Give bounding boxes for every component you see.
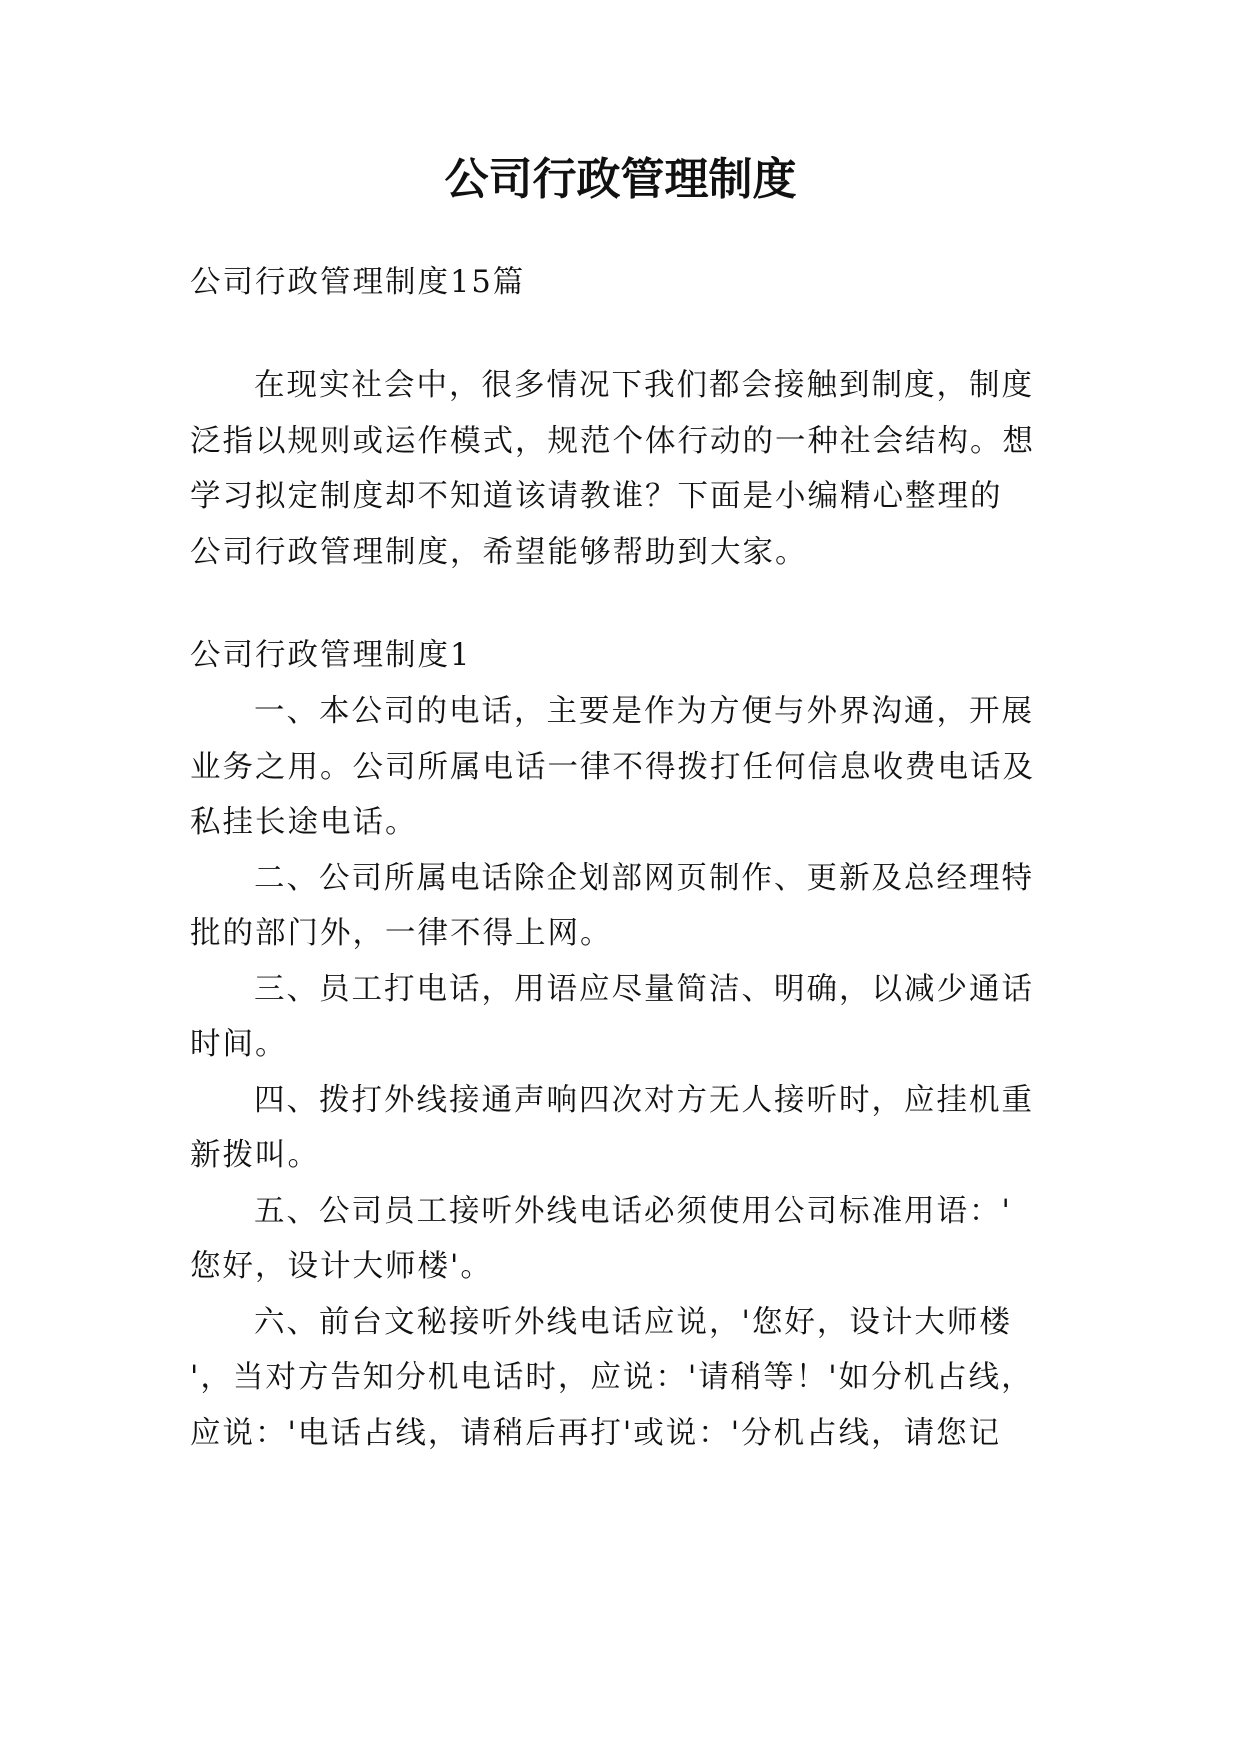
- section-line: 四、拨打外线接通声响四次对方无人接听时，应挂机重: [254, 1083, 1034, 1118]
- section-heading: 公司行政管理制度1: [190, 638, 472, 673]
- intro-line: 泛指以规则或运作模式，规范个体行动的一种社会结构。想: [190, 424, 1035, 459]
- section-line: 二、公司所属电话除企划部网页制作、更新及总经理特: [254, 861, 1034, 896]
- document-subtitle: 公司行政管理制度15篇: [190, 265, 526, 300]
- section-line: 应说：'电话占线，请稍后再打'或说：'分机占线，请您记: [190, 1416, 1002, 1451]
- section-line: 五、公司员工接听外线电话必须使用公司标准用语：': [254, 1194, 1012, 1229]
- section-line: 批的部门外，一律不得上网。: [190, 916, 613, 951]
- intro-line: 在现实社会中，很多情况下我们都会接触到制度，制度: [254, 368, 1034, 403]
- intro-line: 公司行政管理制度，希望能够帮助到大家。: [190, 535, 808, 570]
- section-line: 一、本公司的电话，主要是作为方便与外界沟通，开展: [254, 694, 1034, 729]
- section-line: 六、前台文秘接听外线电话应说，'您好，设计大师楼: [254, 1305, 1012, 1340]
- section-line: 私挂长途电话。: [190, 805, 418, 840]
- section-line: '，当对方告知分机电话时，应说：'请稍等！'如分机占线，: [190, 1360, 1034, 1395]
- intro-line: 学习拟定制度却不知道该请教谁？下面是小编精心整理的: [190, 479, 1003, 514]
- section-line: 业务之用。公司所属电话一律不得拨打任何信息收费电话及: [190, 750, 1035, 785]
- section-line: 三、员工打电话，用语应尽量简洁、明确，以减少通话: [254, 972, 1034, 1007]
- section-line: 新拨叫。: [190, 1138, 320, 1173]
- document-title: 公司行政管理制度: [444, 154, 797, 205]
- section-line: 您好，设计大师楼'。: [190, 1249, 493, 1284]
- section-line: 时间。: [190, 1027, 288, 1062]
